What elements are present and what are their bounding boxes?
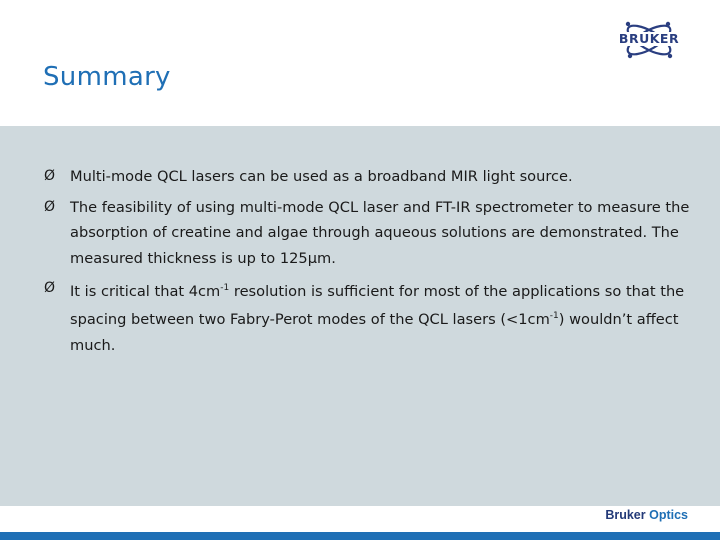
- arrow-bullet-icon: Ø: [44, 168, 56, 184]
- bullet-text: m.: [317, 249, 336, 267]
- arrow-bullet-icon: Ø: [44, 280, 56, 296]
- bruker-logo: [608, 14, 690, 70]
- bottom-bar: [0, 532, 720, 540]
- bullet-text: resolution is sufficient for most of the applications so that the spacing between two Fabry-Perot modes of the QCL lasers (<1cm: [70, 282, 685, 329]
- brand-secondary: Optics: [649, 508, 688, 522]
- superscript: -1: [549, 311, 559, 322]
- bullet-item: [44, 276, 704, 358]
- logo-text: BRUKER: [608, 32, 690, 46]
- arrow-bullet-icon: Ø: [44, 198, 56, 215]
- bullet-text: Multi-mode QCL lasers can be used as a broadband MIR light source.: [70, 168, 573, 185]
- bullet-text: It is critical that 4cm: [70, 282, 221, 300]
- superscript: -1: [220, 283, 230, 293]
- footer-brand: [605, 508, 688, 522]
- bullet-text: The feasibility of using multi-mode QCL laser and FT-IR spectrometer to measure the absorption of creatine and algae through aqueous solutions are demonstrated. The measured thickness is up to 125: [70, 198, 690, 267]
- content-panel: [0, 126, 720, 506]
- bullet-list: [44, 164, 704, 363]
- bullet-item: [44, 195, 704, 272]
- micro-symbol: μ: [307, 249, 318, 267]
- brand-primary: Bruker: [605, 508, 646, 522]
- bullet-text: ) wouldn’t affect much.: [70, 311, 679, 354]
- slide-title: Summary: [43, 62, 171, 92]
- bullet-item: [44, 164, 704, 190]
